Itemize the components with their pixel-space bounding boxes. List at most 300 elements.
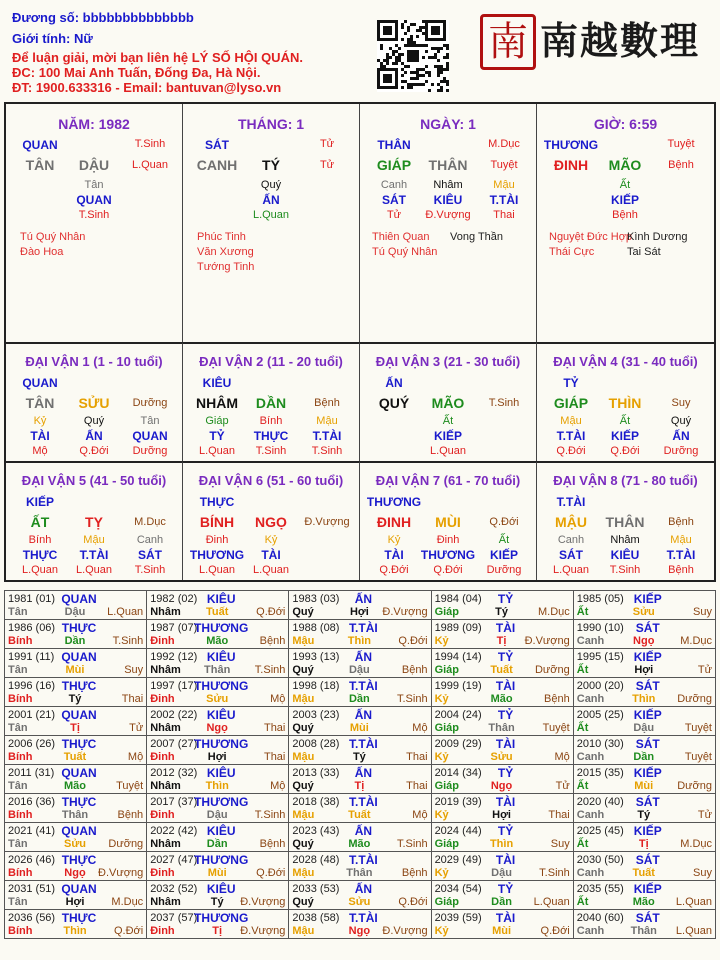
year-stem: Kỷ <box>434 635 449 647</box>
year-stage: Bệnh <box>401 867 428 879</box>
year-stem: Mậu <box>292 635 315 647</box>
year-stage: Thai <box>548 809 570 821</box>
year-god: TỶ <box>497 766 514 780</box>
year-cell[interactable] <box>147 852 289 881</box>
hidden-stem: Ất <box>619 415 631 427</box>
hidden-stage: L.Quan <box>21 564 59 576</box>
dai-van-5[interactable] <box>6 461 183 580</box>
year-cell[interactable] <box>5 678 147 707</box>
year-stage: Đ.Vượng <box>382 606 428 618</box>
year-branch: Dậu <box>633 722 655 734</box>
year-cell[interactable] <box>289 910 431 939</box>
year-branch: Mão <box>632 896 655 908</box>
hidden-god: T.TÀI <box>489 193 519 207</box>
year-cell[interactable] <box>147 707 289 736</box>
year-label: 1995 (15) <box>576 651 624 663</box>
year-stage: Đ.Vượng <box>524 635 570 647</box>
year-branch: Ngọ <box>206 722 228 734</box>
year-stem: Kỷ <box>434 693 449 705</box>
dai-van-title: ĐẠI VẬN 2 (11 - 20 tuổi) <box>199 354 343 369</box>
year-stage: T.Sinh <box>254 664 286 676</box>
year-cell[interactable] <box>573 620 715 649</box>
year-label: 2024 (44) <box>434 825 482 837</box>
year-branch: Thân <box>204 664 231 676</box>
year-cell[interactable] <box>431 910 573 939</box>
year-stage: L.Quan <box>107 606 144 618</box>
year-cell[interactable] <box>5 765 147 794</box>
hidden-god: TÀI <box>261 548 281 562</box>
year-cell[interactable] <box>5 910 147 939</box>
year-stem: Ất <box>576 606 589 618</box>
year-god: THỰC <box>61 853 97 867</box>
year-row <box>5 765 716 794</box>
dai-van-stem: BÍNH <box>199 514 235 530</box>
year-stage: Mộ <box>270 780 286 792</box>
dai-van-7[interactable] <box>360 461 537 580</box>
year-stage: L.Quan <box>533 896 570 908</box>
hidden-stem: Mậu <box>493 179 515 191</box>
dai-van-4[interactable] <box>537 342 714 461</box>
year-god: THƯƠNG <box>194 737 249 751</box>
year-stage: M.Dục <box>537 606 570 618</box>
year-cell[interactable] <box>573 823 715 852</box>
year-god: KIÊU <box>206 766 236 780</box>
year-god: TỶ <box>497 824 514 838</box>
year-row <box>5 881 716 910</box>
year-cell[interactable] <box>147 649 289 678</box>
year-cell[interactable] <box>431 881 573 910</box>
dai-van-branch: THÂN <box>605 514 645 530</box>
year-cell[interactable] <box>289 678 431 707</box>
year-stem: Ất <box>576 838 589 850</box>
year-stage: Đ.Vượng <box>98 867 144 879</box>
year-stage: Mộ <box>554 751 570 763</box>
year-row <box>5 823 716 852</box>
year-cell[interactable] <box>289 852 431 881</box>
dai-van-stem: MẬU <box>555 514 587 530</box>
year-stage: Thai <box>406 751 428 763</box>
year-stem: Nhâm <box>150 780 181 792</box>
dai-van-stem: QUÝ <box>378 395 410 411</box>
hidden-stage: L.Quan <box>429 445 467 457</box>
dai-van-6[interactable] <box>183 461 360 580</box>
hidden-god: T.TÀI <box>312 429 342 443</box>
dai-van-row-2 <box>6 461 714 580</box>
year-branch: Dậu <box>64 606 86 618</box>
pillar-0 <box>6 104 183 342</box>
year-cell[interactable] <box>573 591 715 620</box>
year-label: 2015 (35) <box>576 767 624 779</box>
hidden-stem: Kỷ <box>387 534 401 546</box>
year-branch: Mùi <box>634 780 654 792</box>
year-stem: Canh <box>576 635 605 647</box>
year-cell[interactable] <box>289 881 431 910</box>
year-branch: Dần <box>348 693 370 705</box>
dai-van-title: ĐẠI VẬN 8 (71 - 80 tuổi) <box>553 473 698 488</box>
year-stem: Quý <box>292 722 314 734</box>
year-stem: Mậu <box>292 867 315 879</box>
dai-van-title: ĐẠI VẬN 5 (41 - 50 tuổi) <box>21 473 167 488</box>
dai-van-title: ĐẠI VẬN 4 (31 - 40 tuổi) <box>553 354 698 369</box>
year-god: ẤN <box>354 882 373 896</box>
hidden-stage: Dưỡng <box>132 445 168 457</box>
year-god: THƯƠNG <box>194 679 249 693</box>
hidden-stem: Mậu <box>316 415 338 427</box>
year-label: 1989 (09) <box>434 622 482 634</box>
hidden-stem: Quý <box>670 415 692 427</box>
year-stage: M.Dục <box>111 896 144 908</box>
shen-sha-star-right: Tai Sát <box>627 246 661 258</box>
year-cell[interactable] <box>573 852 715 881</box>
year-branch: Mão <box>64 780 86 792</box>
year-stage: Bệnh <box>544 693 570 705</box>
year-branch: Hợi <box>492 809 511 821</box>
year-cell[interactable] <box>289 591 431 620</box>
year-branch: Hợi <box>65 896 85 908</box>
dai-van-stage: Đ.Vượng <box>304 516 350 528</box>
year-branch: Thân <box>630 925 657 937</box>
pillar-branch: THÂN <box>428 157 468 173</box>
year-label: 2019 (39) <box>434 796 482 808</box>
year-cell[interactable] <box>147 620 289 649</box>
pillar-branch: MÃO <box>608 157 642 173</box>
hidden-god: KIẾP <box>610 429 640 443</box>
year-cell[interactable] <box>431 678 573 707</box>
year-branch: Thân <box>61 809 89 821</box>
year-cell[interactable] <box>289 620 431 649</box>
shen-sha-star: Văn Xương <box>197 246 254 258</box>
year-label: 2037 (57) <box>150 912 198 924</box>
year-god: THỰC <box>61 679 97 693</box>
hidden-stage: T.Sinh <box>78 209 110 221</box>
year-branch: Dậu <box>206 809 228 821</box>
year-label: 2012 (32) <box>150 767 198 779</box>
hidden-stage: L.Quan <box>252 564 290 576</box>
year-cell[interactable] <box>5 707 147 736</box>
pillar-stage: Tử <box>319 159 335 171</box>
hidden-stage: L.Quan <box>198 564 236 576</box>
year-stem: Giáp <box>434 838 460 850</box>
year-cell[interactable] <box>431 620 573 649</box>
pillar-3 <box>537 104 714 342</box>
year-branch: Tý <box>210 896 224 908</box>
hidden-god: QUAN <box>76 193 112 207</box>
year-cell[interactable] <box>431 707 573 736</box>
year-god: THƯƠNG <box>194 621 249 635</box>
year-stem: Đinh <box>150 693 175 705</box>
year-stage: L.Quan <box>675 896 712 908</box>
year-stem: Đinh <box>150 635 175 647</box>
year-cell[interactable] <box>431 765 573 794</box>
year-branch: Dần <box>64 635 86 647</box>
pillar-title: THÁNG: 1 <box>237 116 305 132</box>
hidden-god: TÀI <box>30 429 50 443</box>
year-label: 2020 (40) <box>576 796 624 808</box>
year-stem: Ất <box>576 780 589 792</box>
shen-sha-star-right: Kình Dương <box>627 231 688 243</box>
year-cell[interactable] <box>147 736 289 765</box>
year-cell[interactable] <box>289 765 431 794</box>
dai-van-2[interactable] <box>183 342 360 461</box>
hidden-stage: Q.Đới <box>433 564 463 576</box>
hidden-god: KIẾP <box>489 548 519 562</box>
year-stem: Giáp <box>434 664 460 676</box>
hidden-stem: Ất <box>619 179 631 191</box>
hidden-stage: L.Quan <box>75 564 113 576</box>
year-branch: Mùi <box>65 664 85 676</box>
year-cell[interactable] <box>431 852 573 881</box>
year-god: KIẾP <box>633 650 662 664</box>
dai-van-title: ĐẠI VẬN 1 (1 - 10 tuổi) <box>25 354 163 369</box>
year-cell[interactable] <box>5 794 147 823</box>
dai-van-branch: DẦN <box>255 395 287 411</box>
year-stage: T.Sinh <box>112 635 144 647</box>
hidden-god: T.TÀI <box>79 548 109 562</box>
year-cell[interactable] <box>147 765 289 794</box>
year-god: SÁT <box>635 679 660 693</box>
pillar-title: GIỜ: 6:59 <box>593 116 658 132</box>
year-cell[interactable] <box>5 852 147 881</box>
year-stage: Dưỡng <box>677 780 712 792</box>
hidden-stem: Mậu <box>560 415 582 427</box>
hidden-god: THƯƠNG <box>420 548 476 562</box>
year-cell[interactable] <box>5 881 147 910</box>
year-god: ẤN <box>354 766 373 780</box>
year-stage: Tử <box>697 809 712 821</box>
hidden-god: SÁT <box>138 548 162 562</box>
header <box>0 0 720 100</box>
year-branch: Sửu <box>63 838 87 850</box>
year-cell[interactable] <box>289 794 431 823</box>
hidden-stem: Mậu <box>670 534 692 546</box>
year-branch: Tị <box>70 722 80 734</box>
year-cell[interactable] <box>573 794 715 823</box>
year-cell[interactable] <box>573 910 715 939</box>
dai-van-stage: Q.Đới <box>489 516 519 528</box>
year-stem: Canh <box>576 693 605 705</box>
year-god: QUAN <box>61 766 97 780</box>
year-label: 1996 (16) <box>8 680 56 692</box>
pillar-stem: CANH <box>196 157 238 173</box>
year-stage: Tử <box>555 780 570 792</box>
year-label: 2022 (42) <box>150 825 198 837</box>
year-cell[interactable] <box>431 823 573 852</box>
dai-van-god: TỶ <box>563 376 579 390</box>
hidden-stage: Bệnh <box>668 564 694 576</box>
year-label: 1992 (12) <box>150 651 198 663</box>
shen-sha-star: Thiên Quan <box>372 231 430 243</box>
year-cell[interactable] <box>289 823 431 852</box>
year-stage: Mộ <box>127 751 144 763</box>
year-cell[interactable] <box>5 591 147 620</box>
pillar-stem: GIÁP <box>376 157 412 173</box>
year-stem: Quý <box>292 896 314 908</box>
year-cell[interactable] <box>289 736 431 765</box>
year-god: T.TÀI <box>349 911 378 925</box>
year-branch: Ngọ <box>64 867 86 879</box>
year-branch: Thìn <box>347 635 371 647</box>
hidden-god: KIÊU <box>433 193 463 207</box>
year-cell[interactable] <box>147 794 289 823</box>
year-label: 2008 (28) <box>292 738 340 750</box>
year-label: 2018 (38) <box>292 796 340 808</box>
year-label: 2017 (37) <box>150 796 198 808</box>
dai-van-1[interactable] <box>6 342 183 461</box>
shen-sha-star: Thái Cực <box>549 246 595 258</box>
year-branch: Tị <box>496 635 507 647</box>
year-stem: Giáp <box>434 780 460 792</box>
year-god: THƯƠNG <box>194 911 249 925</box>
hidden-stage: Đ.Vượng <box>425 209 471 221</box>
year-cell[interactable] <box>573 649 715 678</box>
year-label: 2032 (52) <box>150 883 198 895</box>
year-stage: Tuyệt <box>116 780 144 792</box>
year-row <box>5 736 716 765</box>
year-branch: Sửu <box>490 751 513 763</box>
dai-van-stem: ĐINH <box>376 514 412 530</box>
pillar-god: SÁT <box>205 138 229 152</box>
year-god: TỶ <box>497 708 514 722</box>
pillar-star: Tuyệt <box>667 138 695 150</box>
year-label: 2029 (49) <box>434 854 482 866</box>
year-god: TÀI <box>495 679 516 693</box>
year-cell[interactable] <box>147 910 289 939</box>
year-branch: Thìn <box>489 838 514 850</box>
dai-van-stage: Suy <box>671 397 691 409</box>
year-stage: Q.Đới <box>540 925 570 937</box>
year-cell[interactable] <box>5 649 147 678</box>
year-cell[interactable] <box>5 620 147 649</box>
year-branch: Dần <box>206 838 228 850</box>
year-branch: Thân <box>346 867 373 879</box>
year-stem: Ất <box>576 896 589 908</box>
dai-van-3[interactable] <box>360 342 537 461</box>
year-cell[interactable] <box>5 823 147 852</box>
year-cell[interactable] <box>431 736 573 765</box>
dai-van-branch: THÌN <box>608 395 642 411</box>
year-cell[interactable] <box>147 823 289 852</box>
year-branch: Thìn <box>205 780 229 792</box>
year-cell[interactable] <box>431 649 573 678</box>
year-cell[interactable] <box>289 707 431 736</box>
year-stem: Tân <box>8 664 28 676</box>
year-stem: Bính <box>8 693 33 705</box>
year-label: 2040 (60) <box>576 912 624 924</box>
hidden-stage: Tử <box>386 209 402 221</box>
year-label: 2009 (29) <box>434 738 482 750</box>
year-cell[interactable] <box>147 591 289 620</box>
year-stage: Suy <box>124 664 144 676</box>
pillar-1 <box>183 104 360 342</box>
dai-van-title: ĐẠI VẬN 3 (21 - 30 tuổi) <box>375 354 521 369</box>
hidden-stage: L.Quan <box>198 445 236 457</box>
dai-van-branch: MÃO <box>431 395 465 411</box>
year-label: 1983 (03) <box>292 593 340 605</box>
year-label: 1986 (06) <box>8 622 56 634</box>
dai-van-stage: Bệnh <box>668 516 694 528</box>
qr-code-icon[interactable] <box>377 20 449 92</box>
year-row <box>5 649 716 678</box>
pillar-star: T.Sinh <box>134 138 166 150</box>
year-label: 1997 (17) <box>150 680 198 692</box>
year-row <box>5 678 716 707</box>
year-cell[interactable] <box>431 591 573 620</box>
year-god: TỶ <box>497 592 514 606</box>
pillar-stem: ĐINH <box>553 157 589 173</box>
dai-van-8[interactable] <box>537 461 714 580</box>
pillar-stage: Tuyệt <box>490 159 518 171</box>
year-cell[interactable] <box>289 649 431 678</box>
pillar-god: QUAN <box>22 138 58 152</box>
year-cell[interactable] <box>573 765 715 794</box>
year-label: 2007 (27) <box>150 738 198 750</box>
year-branch: Tý <box>495 606 508 618</box>
year-branch: Tý <box>637 809 651 821</box>
year-stage: T.Sinh <box>396 838 428 850</box>
hidden-stem: Quý <box>83 415 105 427</box>
year-stem: Nhâm <box>150 896 181 908</box>
year-stem: Nhâm <box>150 664 181 676</box>
year-cell[interactable] <box>573 707 715 736</box>
year-label: 2023 (43) <box>292 825 340 837</box>
year-branch: Dậu <box>348 664 370 676</box>
year-god: THƯƠNG <box>194 853 249 867</box>
hidden-stage: L.Quan <box>252 209 290 221</box>
year-branch: Mão <box>348 838 371 850</box>
shen-sha-star: Đào Hoa <box>20 246 64 258</box>
year-branch: Tị <box>354 780 365 792</box>
year-god: SÁT <box>635 853 660 867</box>
year-god: ẤN <box>354 650 373 664</box>
year-cell[interactable] <box>573 881 715 910</box>
year-god: THỰC <box>61 795 97 809</box>
pillar-star: Tử <box>319 138 335 150</box>
year-god: KIẾP <box>633 882 662 896</box>
year-stem: Tân <box>8 896 28 908</box>
year-stage: Thai <box>406 780 428 792</box>
hidden-god: THỰC <box>253 429 289 443</box>
year-god: QUAN <box>61 882 97 896</box>
year-stage: Suy <box>693 606 712 618</box>
dai-van-stage: T.Sinh <box>488 397 520 409</box>
dai-van-stage: M.Dục <box>134 516 166 528</box>
hidden-stem: Nhâm <box>610 534 640 546</box>
year-god: TÀI <box>495 911 516 925</box>
pillar-star: M.Dục <box>488 138 520 150</box>
year-stage: Mộ <box>270 693 286 705</box>
pillar-title: NĂM: 1982 <box>58 116 130 132</box>
year-branch: Thìn <box>632 693 656 705</box>
year-stage: Thai <box>263 751 286 763</box>
hidden-god: TỶ <box>209 429 225 443</box>
dai-van-stage: Bệnh <box>314 397 340 409</box>
year-cell[interactable] <box>431 794 573 823</box>
year-stem: Quý <box>292 606 314 618</box>
year-label: 2010 (30) <box>576 738 624 750</box>
year-stem: Canh <box>576 867 605 879</box>
year-cell[interactable] <box>573 736 715 765</box>
year-stage: Tuyệt <box>684 751 712 763</box>
year-stage: Tuyệt <box>542 722 570 734</box>
year-label: 2028 (48) <box>292 854 340 866</box>
year-cell[interactable] <box>5 736 147 765</box>
year-cell[interactable] <box>147 678 289 707</box>
phone-email: ĐT: 1900.633316 - Email: bantuvan@lyso.vn <box>12 80 282 95</box>
year-branch: Mùi <box>492 925 512 937</box>
year-god: THỰC <box>61 911 97 925</box>
year-cell[interactable] <box>147 881 289 910</box>
year-cell[interactable] <box>573 678 715 707</box>
